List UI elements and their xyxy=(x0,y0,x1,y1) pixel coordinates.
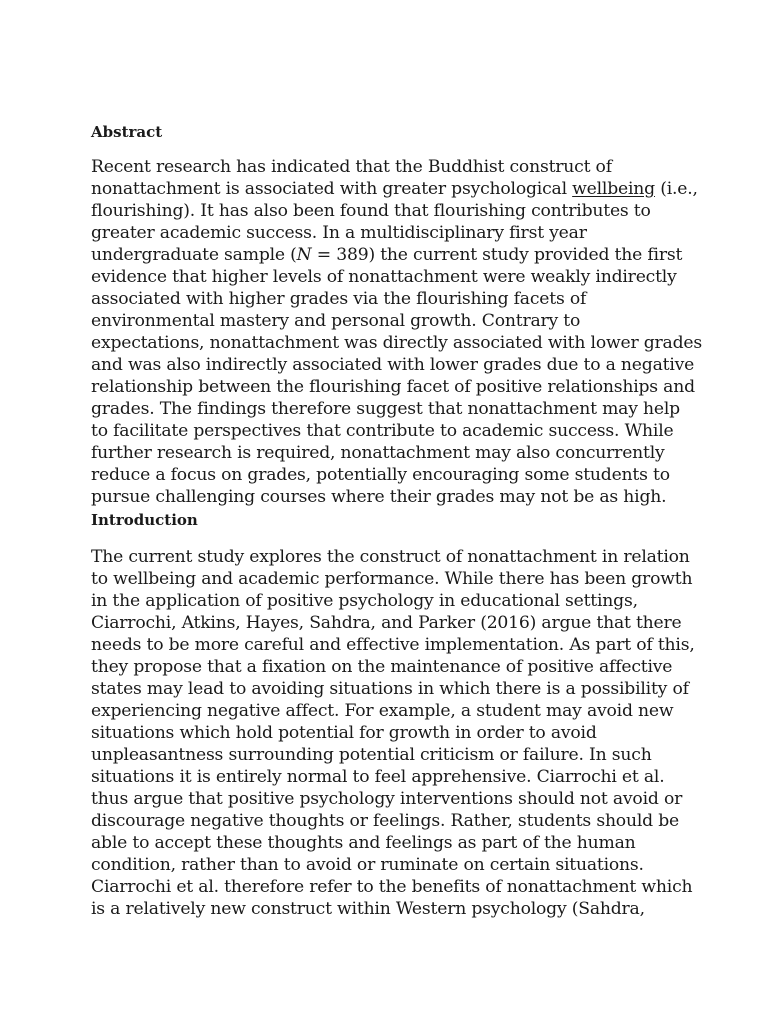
abstract-line: associated with higher grades via the flourishing facets of xyxy=(91,289,587,309)
introduction-line: The current study explores the construct of nonattachment in relation xyxy=(91,547,690,567)
introduction-line: thus argue that positive psychology interventions should not avoid or xyxy=(91,789,683,809)
abstract-line: relationship between the flourishing facet of positive relationships and xyxy=(91,377,695,397)
introduction-line: unpleasantness surrounding potential criticism or failure. In such xyxy=(91,745,652,765)
introduction-line: in the application of positive psychology in educational settings, xyxy=(91,591,638,611)
underlined-term: wellbeing xyxy=(572,179,655,199)
abstract-line: flourishing). It has also been found that flourishing contributes to xyxy=(91,201,651,221)
abstract-line: and was also indirectly associated with lower grades due to a negative xyxy=(91,355,695,375)
introduction-heading: Introduction xyxy=(91,511,198,529)
abstract-line: to facilitate perspectives that contribute to academic success. While xyxy=(91,421,674,441)
introduction-line: experiencing negative affect. For example, a student may avoid new xyxy=(91,701,674,721)
abstract-line: expectations, nonattachment was directly associated with lower grades xyxy=(91,333,702,353)
introduction-line: needs to be more careful and effective implementation. As part of this, xyxy=(91,635,695,655)
abstract-line: pursue challenging courses where their grades may not be as high. xyxy=(91,487,667,507)
abstract-line: greater academic success. In a multidisciplinary first year xyxy=(91,223,587,243)
abstract-line: nonattachment is associated with greater psychological wellbeing (i.e., xyxy=(91,179,698,199)
introduction-line: situations which hold potential for growth in order to avoid xyxy=(91,723,597,743)
document-page xyxy=(91,120,702,920)
introduction-paragraph xyxy=(91,546,695,920)
introduction-line: situations it is entirely normal to feel apprehensive. Ciarrochi et al. xyxy=(91,767,665,787)
introduction-line: to wellbeing and academic performance. While there has been growth xyxy=(91,569,693,589)
italic-symbol: N xyxy=(296,245,312,265)
introduction-line: states may lead to avoiding situations in which there is a possibility of xyxy=(91,679,689,699)
introduction-line: Ciarrochi et al. therefore refer to the benefits of nonattachment which xyxy=(91,877,693,897)
introduction-line: Ciarrochi, Atkins, Hayes, Sahdra, and Parker (2016) argue that there xyxy=(91,613,682,633)
introduction-line: they propose that a fixation on the maintenance of positive affective xyxy=(91,657,673,677)
introduction-line: condition, rather than to avoid or ruminate on certain situations. xyxy=(91,855,644,875)
abstract-line: further research is required, nonattachment may also concurrently xyxy=(91,443,665,463)
abstract-line: undergraduate sample (N = 389) the current study provided the first xyxy=(91,245,683,265)
abstract-line: Recent research has indicated that the Buddhist construct of xyxy=(91,157,612,177)
abstract-line: reduce a focus on grades, potentially encouraging some students to xyxy=(91,465,670,485)
abstract-heading: Abstract xyxy=(91,123,163,141)
introduction-line: is a relatively new construct within Western psychology (Sahdra, xyxy=(91,899,645,919)
introduction-line: able to accept these thoughts and feelings as part of the human xyxy=(91,833,636,853)
abstract-line: evidence that higher levels of nonattachment were weakly indirectly xyxy=(91,267,677,287)
abstract-line: environmental mastery and personal growth. Contrary to xyxy=(91,311,581,331)
abstract-line: grades. The findings therefore suggest that nonattachment may help xyxy=(91,399,680,419)
abstract-paragraph xyxy=(91,156,702,508)
introduction-line: discourage negative thoughts or feelings. Rather, students should be xyxy=(91,811,679,831)
